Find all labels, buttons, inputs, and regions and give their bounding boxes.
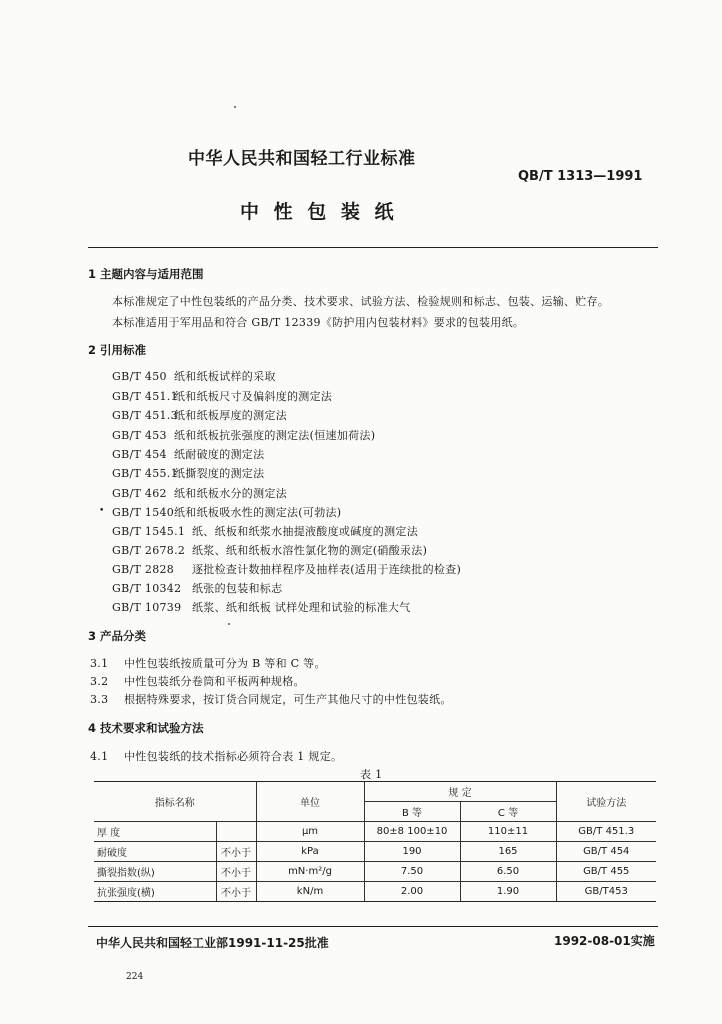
table-caption: 表 1: [360, 768, 383, 781]
page-number: 224: [126, 972, 144, 982]
row-condition: 不小于: [216, 882, 256, 902]
row-method: GB/T 455: [556, 862, 656, 882]
reference-item: GB/T 1540纸和纸板吸水性的测定法(可勃法): [112, 506, 342, 519]
section-1-paragraph-1: 本标准规定了中性包装纸的产品分类、技术要求、试验方法、检验规则和标志、包装、运输、贮存。: [112, 295, 610, 308]
standard-organization: 中华人民共和国轻工行业标准: [188, 149, 416, 169]
clause-item: 3.1 中性包装纸按质量可分为 B 等和 C 等。: [90, 657, 326, 670]
header-grade-b: B 等: [364, 802, 460, 822]
approval-line: 中华人民共和国轻工业部1991-11-25批准: [96, 936, 329, 950]
row-grade-c: 165: [460, 842, 556, 862]
reference-item: GB/T 2678.2 纸浆、纸和纸板水溶性氯化物的测定(硝酸汞法): [112, 544, 428, 557]
row-grade-c: 6.50: [460, 862, 556, 882]
header-spec: 规 定: [364, 782, 556, 802]
reference-item: GB/T 451.1纸和纸板尺寸及偏斜度的测定法: [112, 390, 333, 403]
clause-item: 3.3 根据特殊要求，按订货合同规定，可生产其他尺寸的中性包装纸。: [90, 693, 452, 706]
reference-item: GB/T 453 纸和纸板抗张强度的测定法(恒速加荷法): [112, 429, 376, 442]
row-grade-b: 2.00: [364, 882, 460, 902]
reference-item: GB/T 450 纸和纸板试样的采取: [112, 370, 276, 383]
standard-code: QB/T 1313—1991: [518, 169, 643, 184]
row-condition: 不小于: [216, 862, 256, 882]
clause-item: 4.1 中性包装纸的技术指标必须符合表 1 规定。: [90, 750, 343, 763]
specification-table: [94, 781, 656, 902]
header-divider: [88, 247, 658, 248]
row-grade-b: 7.50: [364, 862, 460, 882]
clause-item: 3.2 中性包装纸分卷筒和平板两种规格。: [90, 675, 305, 688]
document-title: 中 性 包 装 纸: [240, 201, 398, 223]
row-name: 厚 度: [94, 822, 216, 842]
section-1-paragraph-2: 本标准适用于军用品和符合 GB/T 12339《防护用内包装材料》要求的包装用纸。: [112, 316, 525, 329]
table-row: [94, 862, 656, 882]
table-row: [94, 882, 656, 902]
row-unit: kN/m: [256, 882, 364, 902]
row-method: GB/T453: [556, 882, 656, 902]
reference-item: GB/T 2828 逐批检查计数抽样程序及抽样表(适用于连续批的检查): [112, 563, 462, 576]
table-row: [94, 842, 656, 862]
row-grade-b: 190: [364, 842, 460, 862]
row-grade-b: 80±8 100±10: [364, 822, 460, 842]
row-name: 耐破度: [94, 842, 216, 862]
margin-mark: •: [99, 506, 105, 516]
reference-item: GB/T 454 纸耐破度的测定法: [112, 448, 265, 461]
header-grade-c: C 等: [460, 802, 556, 822]
scan-speck: [228, 623, 230, 625]
section-4-heading: 4 技术要求和试验方法: [88, 721, 204, 735]
footer-divider: [88, 926, 658, 927]
row-name: 抗张强度(横): [94, 882, 216, 902]
scan-speck: [234, 106, 236, 108]
row-name: 撕裂指数(纵): [94, 862, 216, 882]
row-unit: μm: [256, 822, 364, 842]
row-grade-c: 110±11: [460, 822, 556, 842]
table-header-row: [94, 782, 656, 802]
reference-item: GB/T 1545.1 纸、纸板和纸浆水抽提液酸度或碱度的测定法: [112, 525, 418, 538]
row-condition: [216, 822, 256, 842]
reference-item: GB/T 10342 纸张的包装和标志: [112, 582, 283, 595]
header-method: 试验方法: [556, 782, 656, 822]
table-row: [94, 822, 656, 842]
reference-item: GB/T 462 纸和纸板水分的测定法: [112, 487, 287, 500]
reference-item: GB/T 455.1纸撕裂度的测定法: [112, 467, 265, 480]
row-method: GB/T 451.3: [556, 822, 656, 842]
row-method: GB/T 454: [556, 842, 656, 862]
header-unit: 单位: [256, 782, 364, 822]
row-grade-c: 1.90: [460, 882, 556, 902]
section-1-heading: 1 主题内容与适用范围: [88, 267, 204, 281]
reference-item: GB/T 451.3纸和纸板厚度的测定法: [112, 409, 287, 422]
row-unit: mN·m²/g: [256, 862, 364, 882]
reference-item: GB/T 10739 纸浆、纸和纸板 试样处理和试验的标准大气: [112, 601, 411, 614]
section-3-heading: 3 产品分类: [88, 629, 147, 643]
effective-date: 1992-08-01实施: [554, 934, 655, 948]
row-unit: kPa: [256, 842, 364, 862]
row-condition: 不小于: [216, 842, 256, 862]
header-indicator: 指标名称: [94, 782, 256, 822]
section-2-heading: 2 引用标准: [88, 343, 147, 357]
